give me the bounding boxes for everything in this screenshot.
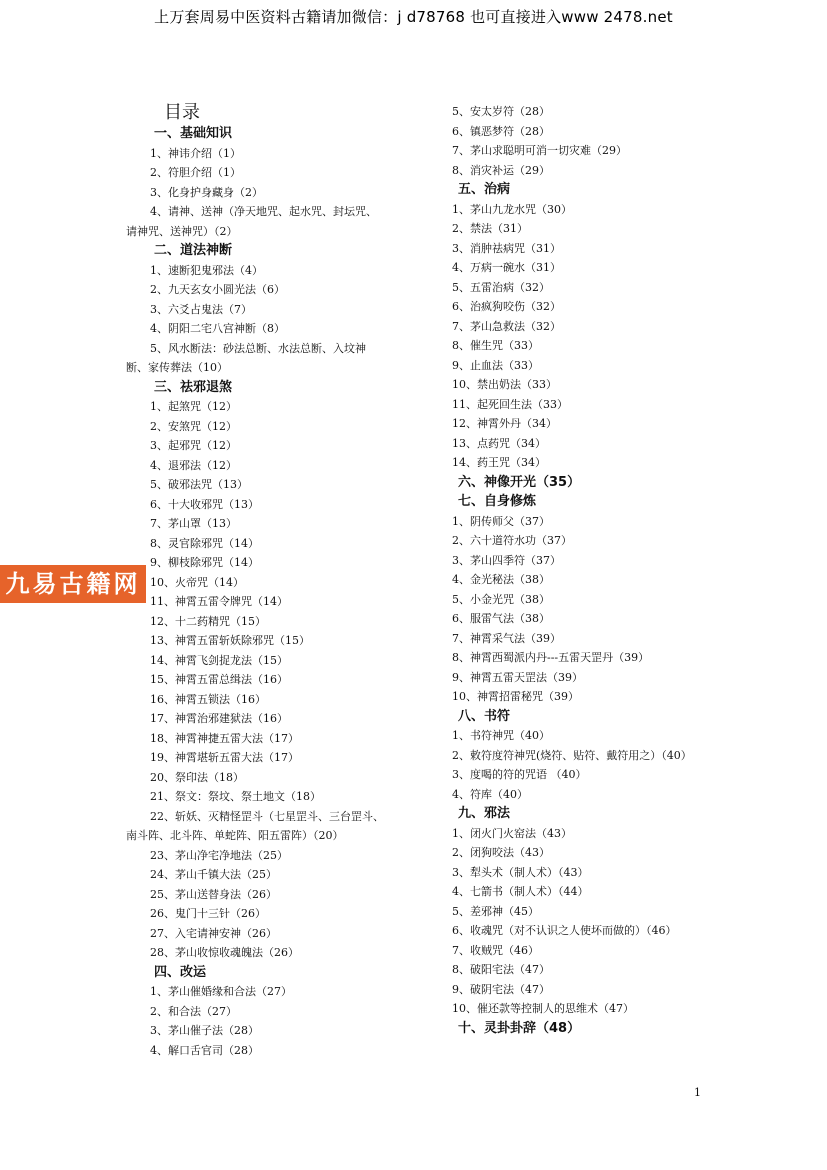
toc-entry: 5、破邪法咒（13） (150, 478, 248, 491)
toc-section-heading: 八、书符 (458, 708, 511, 724)
toc-entry: 21、祭文：祭坟、祭土地文（18） (150, 790, 321, 803)
toc-entry: 13、点药咒（34） (452, 436, 546, 450)
toc-entry: 7、收贼咒（46） (452, 943, 539, 957)
toc-entry: 2、九天玄女小圆光法（6） (150, 283, 285, 296)
toc-section-heading: 四、改运 (154, 964, 207, 980)
toc-entry: 18、神霄神捷五雷大法（17） (150, 731, 299, 745)
toc-entry: 13、神霄五雷斩妖除邪咒（15） (150, 634, 310, 647)
toc-entry: 2、符胆介绍（1） (150, 166, 241, 179)
toc-entry-continuation: 南斗阵、北斗阵、单蛇阵、阳五雷阵）（20） (126, 829, 344, 842)
toc-entry: 10、禁出奶法（33） (452, 378, 557, 391)
toc-entry: 8、破阳宅法（47） (452, 963, 550, 976)
toc-entry: 27、入宅请神安神（26） (150, 926, 277, 940)
toc-entry: 15、神霄五雷总缉法（16） (150, 673, 288, 686)
toc-entry: 10、神霄招雷秘咒（39） (452, 690, 579, 703)
toc-section-heading: 一、基础知识 (154, 126, 233, 141)
toc-entry: 3、起邪咒（12） (150, 439, 237, 452)
toc-entry: 8、神霄西蜀派内丹---五雷天罡丹（39） (452, 651, 650, 664)
toc-left-list (126, 124, 416, 1060)
toc-entry: 9、止血法（33） (452, 358, 539, 372)
toc-entry: 10、火帝咒（14） (150, 575, 244, 589)
toc-entry: 7、茅山罩（13） (150, 517, 237, 530)
toc-section-heading: 七、自身修炼 (458, 494, 537, 509)
toc-entry: 3、茅山四季符（37） (452, 553, 561, 567)
toc-section-heading: 九、邪法 (458, 806, 511, 821)
toc-entry: 8、消灾补运（29） (452, 163, 550, 177)
toc-entry: 3、犁头术（制人术）（43） (452, 865, 589, 879)
toc-section-heading: 五、治病 (458, 182, 511, 197)
toc-entry: 4、七箭书（制人术）（44） (452, 885, 589, 898)
toc-entry: 1、神讳介绍（1） (150, 146, 241, 160)
toc-entry: 19、神霄堪斩五雷大法（17） (150, 751, 299, 764)
toc-entry: 8、灵官除邪咒（14） (150, 536, 259, 550)
toc-entry: 2、闭狗咬法（43） (452, 846, 550, 859)
toc-entry: 4、阴阳二宅八宫神断（8） (150, 322, 285, 335)
toc-entry: 2、六十道符水功（37） (452, 534, 572, 547)
toc-entry: 23、茅山净宅净地法（25） (150, 848, 288, 862)
toc-entry: 2、敕符度符神咒(烧符、贴符、戴符用之）（40） (452, 748, 692, 762)
toc-entry: 9、柳枝除邪咒（14） (150, 556, 259, 569)
toc-entry: 3、茅山催子法（28） (150, 1024, 259, 1037)
toc-entry: 1、茅山催婚缘和合法（27） (150, 985, 292, 998)
page-number: 1 (694, 1086, 701, 1099)
toc-entry-continuation: 请神咒、送神咒）（2） (126, 224, 238, 238)
toc-right-column (452, 102, 802, 1038)
toc-entry: 9、破阴宅法（47） (452, 982, 550, 996)
top-banner: 上万套周易中医资料古籍请加微信：j d78768 也可直接进入www 2478.net (154, 8, 673, 26)
toc-entry: 1、茅山九龙水咒（30） (452, 202, 572, 216)
toc-entry: 10、催还款等控制人的思维术（47） (452, 1002, 634, 1015)
toc-entry: 2、和合法（27） (150, 1004, 237, 1018)
toc-entry: 6、治疯狗咬伤（32） (452, 300, 561, 313)
toc-section-heading: 六、神像开光（35） (458, 474, 581, 490)
toc-entry: 7、神霄采气法（39） (452, 631, 561, 645)
watermark-logo: 九易古籍网 (0, 565, 146, 603)
toc-entry: 28、茅山收惊收魂魄法（26） (150, 946, 299, 959)
toc-entry: 11、神霄五雷令牌咒（14） (150, 595, 288, 608)
toc-entry: 14、神霄飞剑捉龙法（15） (150, 653, 288, 667)
toc-entry: 4、金光秘法（38） (452, 573, 550, 586)
toc-entry: 26、鬼门十三针（26） (150, 907, 266, 920)
toc-entry: 12、十二药精咒（15） (150, 614, 266, 628)
toc-entry: 6、十大收邪咒（13） (150, 497, 259, 511)
toc-entry: 5、小金光咒（38） (452, 592, 550, 606)
toc-entry: 2、禁法（31） (452, 222, 528, 235)
toc-entry: 2、安煞咒（12） (150, 419, 237, 433)
toc-entry: 24、茅山千镇大法（25） (150, 868, 277, 881)
toc-entry: 4、万病一碗水（31） (452, 261, 561, 274)
toc-entry: 7、茅山急救法（32） (452, 319, 561, 333)
toc-title: 目录 (164, 102, 200, 123)
toc-entry: 22、斩妖、灭精怪罡斗（七星罡斗、三台罡斗、 (150, 809, 384, 823)
toc-entry: 16、神霄五锁法（16） (150, 692, 266, 706)
toc-entry: 3、六爻占鬼法（7） (150, 302, 252, 316)
toc-entry: 20、祭印法（18） (150, 770, 244, 784)
toc-entry: 4、退邪法（12） (150, 458, 237, 472)
toc-entry: 12、神霄外丹（34） (452, 417, 557, 430)
toc-entry: 1、闭火门火窑法（43） (452, 826, 572, 840)
toc-entry: 5、安太岁符（28） (452, 105, 550, 118)
toc-entry: 7、茅山求聪明可消一切灾难（29） (452, 144, 627, 157)
toc-entry-continuation: 断、家传葬法（10） (126, 361, 228, 374)
toc-entry: 3、消肿祛病咒（31） (452, 241, 561, 255)
toc-entry: 9、神霄五雷天罡法（39） (452, 670, 583, 684)
toc-entry: 1、起煞咒（12） (150, 400, 237, 413)
toc-left-column (126, 102, 416, 1060)
toc-entry: 4、解口舌官司（28） (150, 1043, 259, 1057)
toc-entry: 5、差邪神（45） (452, 904, 539, 918)
toc-right-list (452, 102, 802, 1038)
toc-entry: 17、神霄治邪建狱法（16） (150, 712, 288, 725)
toc-entry: 1、速断犯鬼邪法（4） (150, 263, 263, 277)
toc-section-heading: 二、道法神断 (154, 243, 233, 258)
toc-entry: 5、五雷治病（32） (452, 280, 550, 294)
toc-entry: 3、化身护身藏身（2） (150, 185, 263, 199)
toc-entry: 6、服雷气法（38） (452, 612, 550, 625)
toc-entry: 1、阴传师父（37） (452, 514, 550, 528)
toc-entry: 6、镇恶梦符（28） (452, 124, 550, 138)
toc-entry: 14、药王咒（34） (452, 456, 546, 469)
toc-entry: 4、符库（40） (452, 787, 528, 801)
toc-entry: 3、度喝的符的咒语 （40） (452, 768, 587, 781)
toc-entry: 8、催生咒（33） (452, 339, 539, 352)
toc-entry: 11、起死回生法（33） (452, 397, 568, 411)
toc-section-heading: 三、祛邪退煞 (154, 379, 233, 395)
toc-entry: 5、风水断法：砂法总断、水法总断、入坟神 (150, 341, 366, 355)
toc-entry: 6、收魂咒（对不认识之人使坏而做的）（46） (452, 924, 677, 937)
toc-entry: 1、书符神咒（40） (452, 729, 550, 742)
toc-entry: 4、请神、送神（净天地咒、起水咒、封坛咒、 (150, 205, 377, 218)
toc-section-heading: 十、灵卦卦辞（48） (458, 1020, 581, 1036)
toc-entry: 25、茅山送替身法（26） (150, 887, 277, 901)
